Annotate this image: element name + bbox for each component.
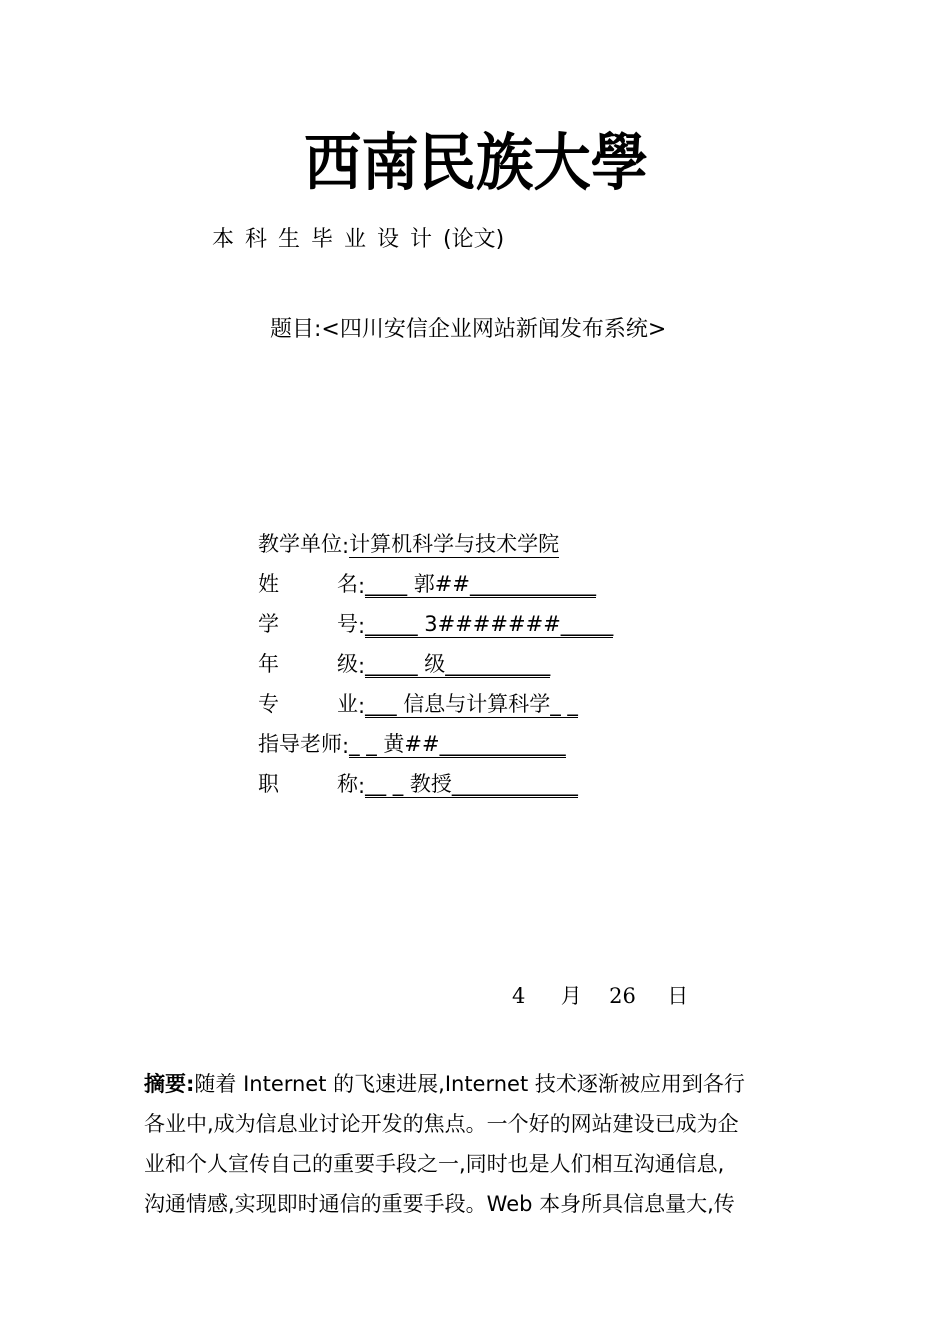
title-rank-label	[258, 768, 358, 798]
university-name: 西南民族大學	[304, 126, 648, 199]
abstract-line-1-text: 随着 Internet 的飞速进展,Internet 技术逐渐被应用到各行	[194, 1072, 745, 1096]
abstract-line-1	[144, 1064, 812, 1104]
major-colon: :	[358, 694, 366, 718]
title-label: 题目:	[270, 317, 322, 342]
student-id-value: _____ 3#######_____	[365, 612, 614, 636]
abstract	[144, 1064, 812, 1224]
grade-label-a: 年	[258, 652, 279, 676]
student-id-label-a: 学	[258, 612, 279, 636]
name-label	[258, 568, 358, 598]
advisor-colon: :	[342, 734, 350, 758]
grade-label	[258, 648, 358, 678]
info-row-department	[258, 528, 559, 558]
date-month-unit: 月	[560, 984, 582, 1008]
info-row-title-rank	[258, 768, 578, 798]
university-logo	[300, 118, 652, 200]
name-label-b: 名	[337, 572, 358, 596]
department-value: 计算机科学与技术学院	[349, 532, 560, 556]
thesis-type-main: 本科生毕业设计	[212, 227, 444, 252]
abstract-label: 摘要:	[144, 1072, 195, 1096]
major-label	[258, 688, 358, 718]
submission-date	[512, 980, 688, 1010]
info-row-name	[258, 568, 596, 598]
department-label: 教学单位	[258, 532, 342, 556]
advisor-label: 指导老师	[258, 732, 342, 756]
department-colon: :	[342, 534, 350, 558]
title-rank-label-b: 称	[337, 772, 358, 796]
info-row-major	[258, 688, 578, 718]
abstract-line-2: 各业中,成为信息业讨论开发的焦点。一个好的网站建设已成为企	[144, 1112, 739, 1136]
info-row-student-id	[258, 608, 613, 638]
student-id-colon: :	[358, 614, 366, 638]
grade-label-b: 级	[337, 652, 358, 676]
thesis-type-heading	[212, 222, 504, 253]
date-day: 26	[609, 984, 636, 1008]
major-label-b: 业	[337, 692, 358, 716]
student-id-label-b: 号	[337, 612, 358, 636]
grade-value: _____ 级__________	[365, 652, 551, 676]
advisor-value: _ _ 黄##____________	[349, 732, 566, 756]
info-row-grade	[258, 648, 550, 678]
thesis-type-paren: (论文)	[443, 227, 505, 252]
name-colon: :	[358, 574, 366, 598]
abstract-line-4: 沟通情感,实现即时通信的重要手段。Web 本身所具信息量大,传	[144, 1192, 735, 1216]
date-month: 4	[512, 984, 526, 1008]
title-text: <四川安信企业网站新闻发布系统>	[321, 317, 667, 342]
student-id-label	[258, 608, 358, 638]
title-rank-colon: :	[358, 774, 366, 798]
title-rank-label-a: 职	[258, 772, 279, 796]
date-day-unit: 日	[667, 984, 689, 1008]
grade-colon: :	[358, 654, 366, 678]
major-label-a: 专	[258, 692, 279, 716]
major-value: ___ 信息与计算科学_ _	[365, 692, 578, 716]
thesis-title	[270, 312, 666, 343]
abstract-line-3: 业和个人宣传自己的重要手段之一,同时也是人们相互沟通信息,	[144, 1152, 725, 1176]
title-rank-value: __ _ 教授____________	[365, 772, 578, 796]
name-value: ____ 郭##____________	[365, 572, 596, 596]
name-label-a: 姓	[258, 572, 279, 596]
info-row-advisor	[258, 728, 566, 758]
